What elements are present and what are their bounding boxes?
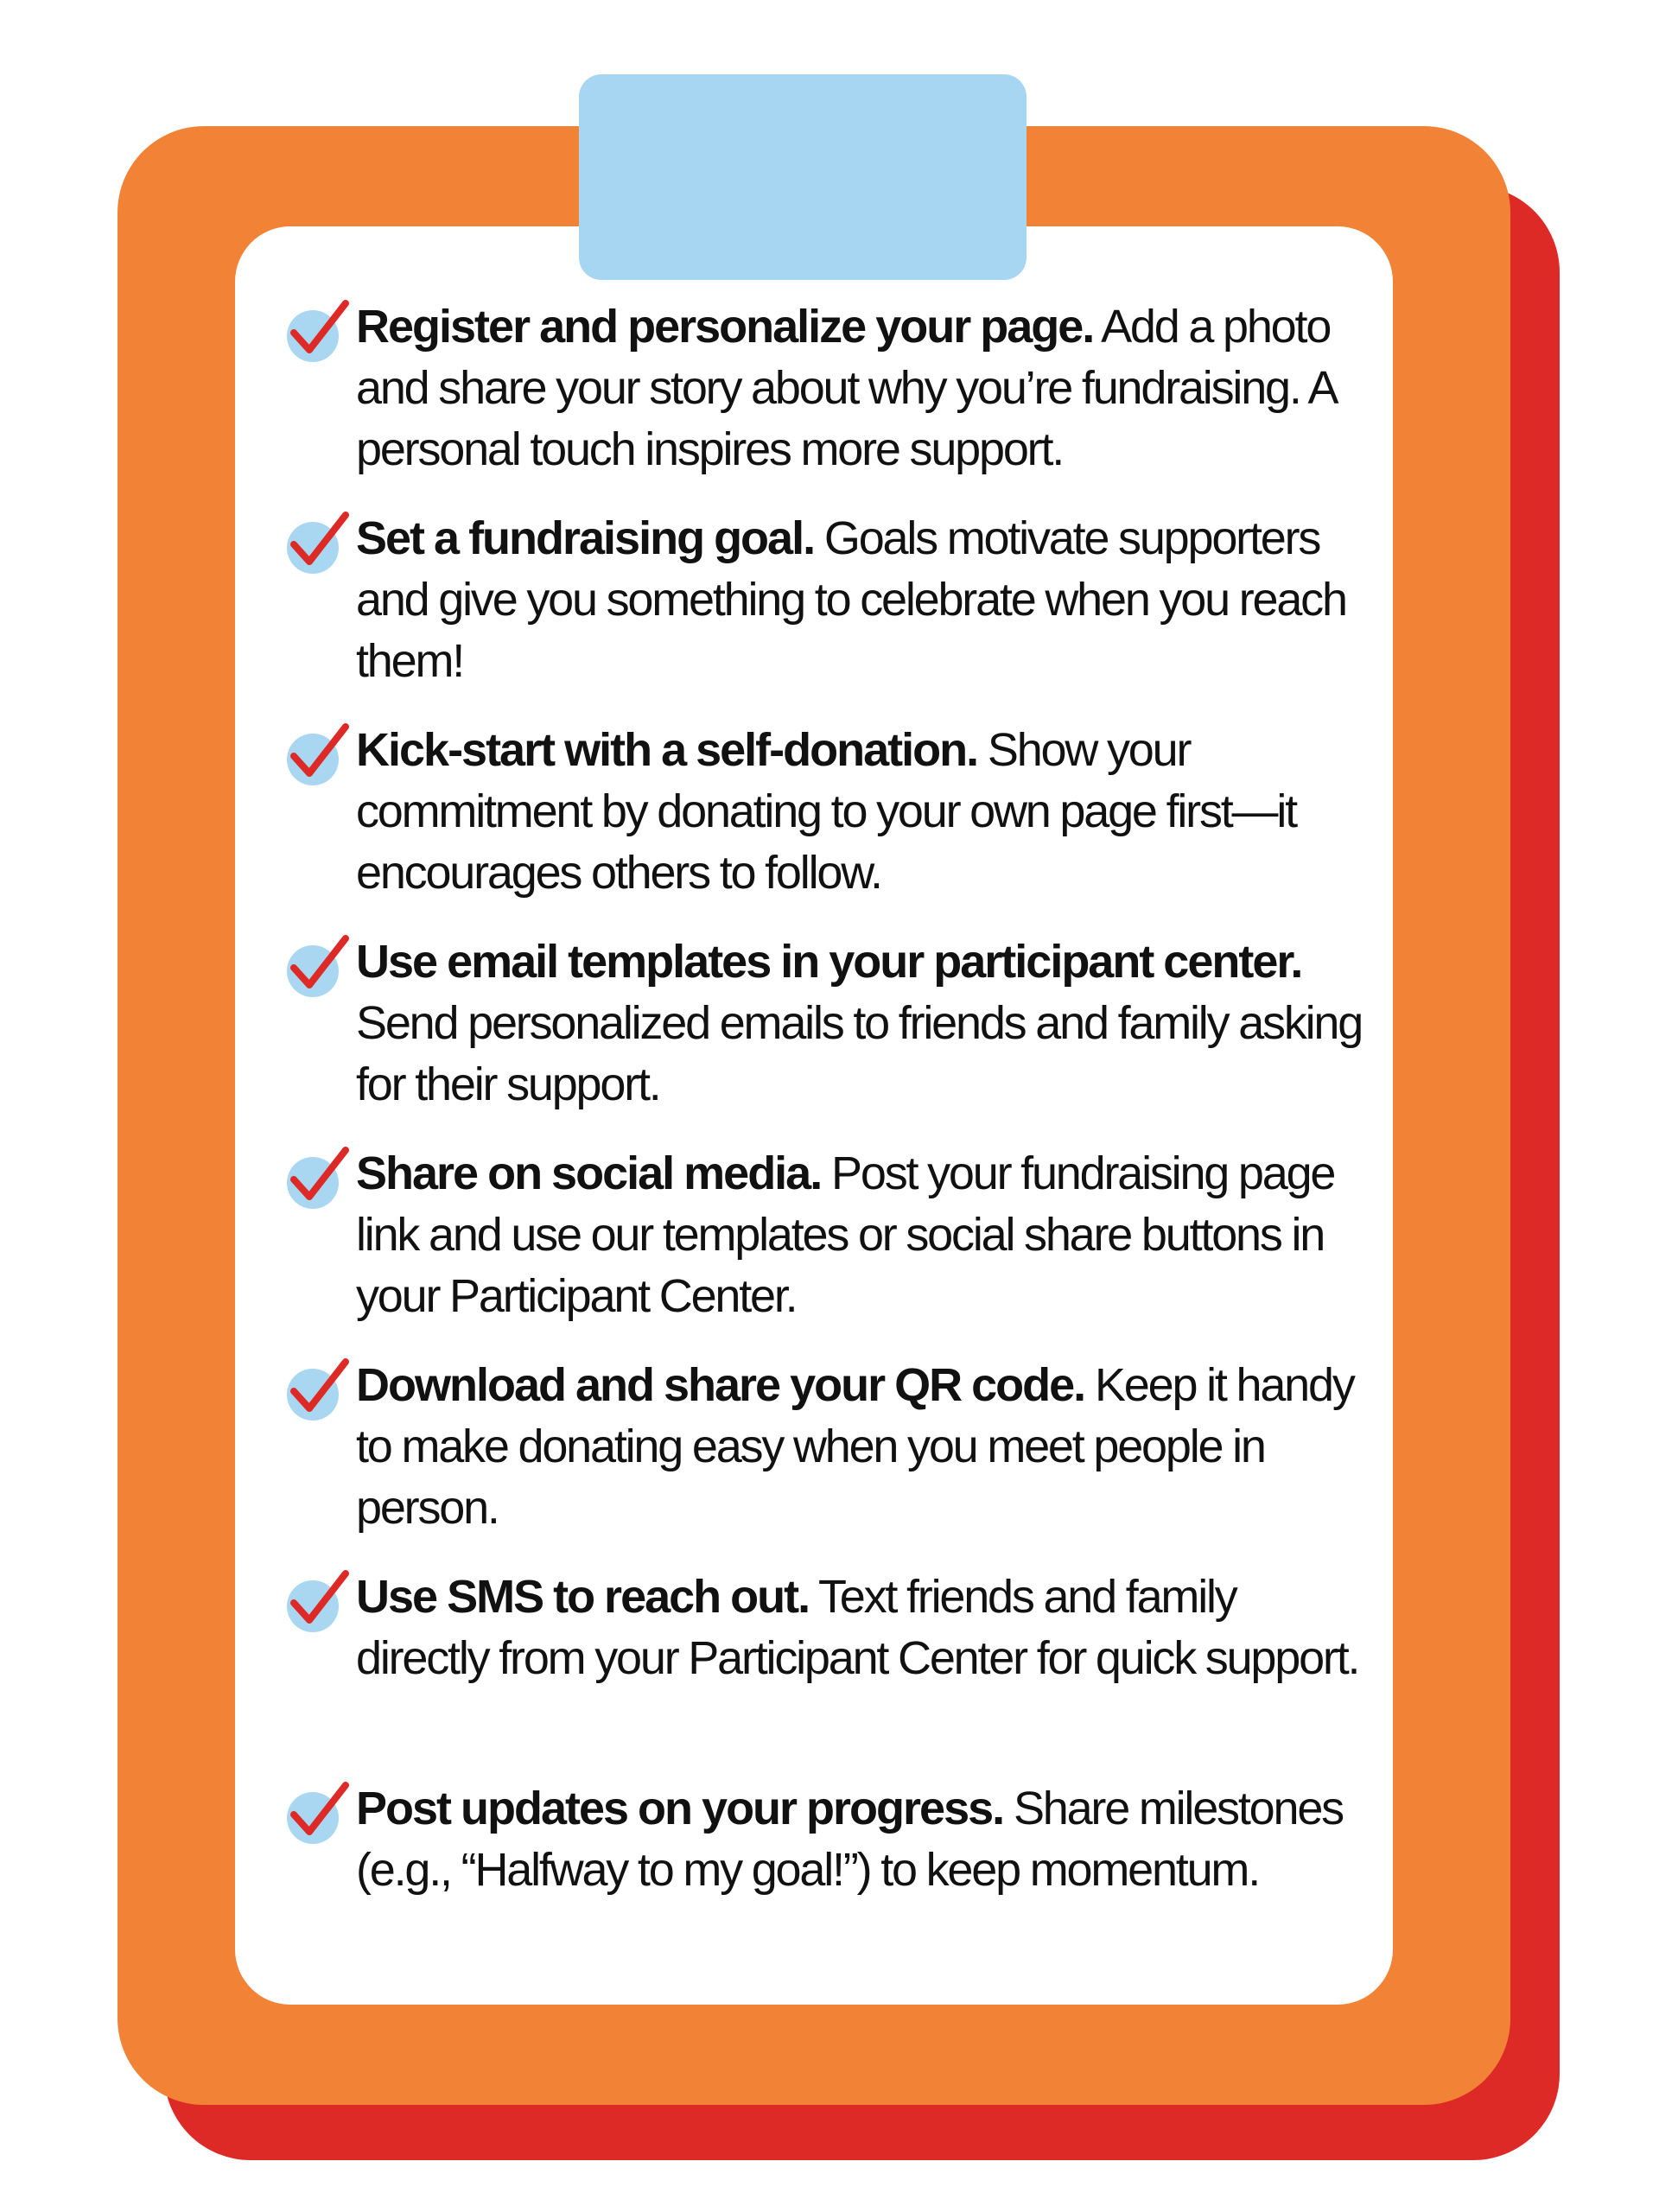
item-title: Kick-start with a self-donation. (356, 724, 978, 776)
item-body: Share milestones (e.g., “Halfway to my goal!”) to keep momentum. (356, 1783, 1343, 1896)
checklist-item (285, 508, 1365, 720)
checkmark-icon (285, 933, 353, 999)
checklist-item (285, 720, 1365, 931)
checklist-item (285, 1143, 1365, 1355)
item-body: Add a photo and share your story about why you’re fundraising. A personal touch inspires more support. (356, 301, 1335, 475)
checkmark-icon (285, 1357, 353, 1422)
item-body: Send personalized emails to friends and family asking for their support. (356, 997, 1363, 1110)
item-title: Register and personalize your page. (356, 301, 1094, 353)
item-title: Share on social media. (356, 1147, 822, 1199)
clipboard-clip (579, 74, 1027, 280)
item-title: Download and share your QR code. (356, 1359, 1085, 1411)
checkmark-icon (285, 1780, 353, 1846)
checkmark-icon (285, 298, 353, 364)
checkmark-icon (285, 1568, 353, 1634)
checklist-item (285, 1778, 1365, 1990)
checklist-item (285, 1567, 1365, 1778)
item-body: Goals motivate supporters and give you something to celebrate when you reach them! (356, 512, 1346, 687)
item-title: Post updates on your progress. (356, 1783, 1004, 1834)
item-title: Use SMS to reach out. (356, 1571, 810, 1623)
item-body: Text friends and family directly from your Participant Center for quick support. (356, 1571, 1359, 1684)
checklist-item (285, 1355, 1365, 1567)
checklist-item (285, 931, 1365, 1143)
item-body: Post your fundraising page link and use our templates or social share buttons in your Participant Center. (356, 1147, 1335, 1322)
checkmark-icon (285, 721, 353, 787)
checkmark-icon (285, 1145, 353, 1211)
fundraising-checklist (285, 296, 1365, 1990)
item-title: Set a fundraising goal. (356, 512, 815, 564)
item-body: Show your commitment by donating to your own page first—it encourages others to follow. (356, 724, 1296, 899)
checklist-item (285, 296, 1365, 508)
checkmark-icon (285, 510, 353, 575)
item-body: Keep it handy to make donating easy when you meet people in person. (356, 1359, 1354, 1534)
item-title: Use email templates in your participant center. (356, 936, 1302, 988)
